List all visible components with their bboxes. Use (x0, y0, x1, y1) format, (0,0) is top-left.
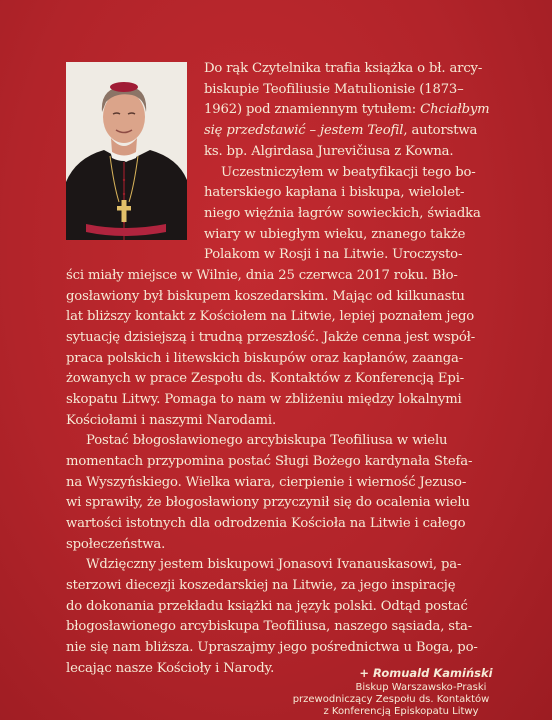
text-line: sterzowi diecezji koszedarskiej na Litwie, za jego inspirację (66, 578, 456, 593)
text-line: żowanych w prace Zespołu ds. Kontaktów z Konferencją Epi- (66, 371, 465, 386)
signature-name: + Romuald Kamiński (359, 666, 493, 680)
text-span: 1962) pod znamiennym tytułem: (204, 102, 421, 117)
text-line: wiary w ubiegłym wieku, znanego także (204, 227, 466, 242)
book-title-part-2: się przedstawić – jestem Teofil (204, 123, 404, 138)
text-line: momentach przypomina postać Sługi Bożego kardynała Stefa- (66, 454, 473, 469)
text-line: biskupie Teofiliusie Matulionisie (1873– (204, 82, 464, 97)
text-line: lat bliższy kontakt z Kościołem na Litwie, lepiej poznałem jego (66, 309, 475, 324)
text-line: Do rąk Czytelnika trafia książka o bł. arcy- (204, 61, 483, 76)
text-line: niego więźnia łagrów sowieckich, świadka (204, 206, 481, 221)
text-line: społeczeństwa. (66, 537, 166, 552)
text-line: nie się nam bliższa. Upraszajmy jego pośrednictwa u Boga, po- (66, 640, 478, 655)
text-line: ks. bp. Algirdasa Jurevičiusa z Kowna. (204, 144, 454, 159)
text-line: do dokonania przekładu książki na język polski. Odtąd postać (66, 599, 468, 614)
text-line: Wdzięczny jestem biskupowi Jonasovi Ivanauskasowi, pa- (86, 557, 462, 572)
book-title-part-1: Chciałbym (420, 102, 490, 117)
signature-role: przewodniczący Zespołu ds. Kontaktów (292, 694, 490, 705)
text-span: , autorstwa (403, 123, 478, 138)
text-line: gosławiony był biskupem koszedarskim. Mając od kilkunastu (66, 289, 465, 304)
text-line: wartości istotnych dla odrodzenia Kościoła na Litwie i całego (66, 516, 466, 531)
text-line (204, 100, 490, 121)
text-line: praca polskich i litewskich biskupów oraz kapłanów, zaanga- (66, 351, 464, 366)
text-line: Polakom w Rosji i na Litwie. Uroczysto- (204, 247, 463, 262)
text-line: Uczestniczyłem w beatyfikacji tego bo- (221, 165, 476, 180)
text-line: Kościołami i naszymi Narodami. (66, 413, 277, 428)
text-line: skopatu Litwy. Pomaga to nam w zbliżeniu między lokalnymi (66, 392, 462, 407)
text-line: sytuację dzisiejszą i trudną przeszłość. Jakże cenna jest współ- (66, 330, 476, 345)
text-line: lecając nasze Kościoły i Narody. (66, 661, 275, 676)
signature-title: Biskup Warszawsko-Praski (355, 682, 487, 693)
text-line: wi sprawiły, że błogosławiony przyczynił się do ocalenia wielu (66, 495, 470, 510)
text-line: błogosławionego arcybiskupa Teofiliusa, naszego sąsiada, sta- (66, 619, 473, 634)
text-line: na Wyszyńskiego. Wielka wiara, cierpienie i wierność Jezuso- (66, 475, 467, 490)
text-line: Postać błogosławionego arcybiskupa Teofiliusa w wielu (86, 433, 448, 448)
text-line: ści miały miejsce w Wilnie, dnia 25 czerwca 2017 roku. Bło- (66, 268, 458, 283)
signature-conference: z Konferencją Episkopatu Litwy (323, 706, 479, 717)
text-line: haterskiego kapłana i biskupa, wielolet- (204, 185, 465, 200)
text-line (204, 121, 477, 142)
